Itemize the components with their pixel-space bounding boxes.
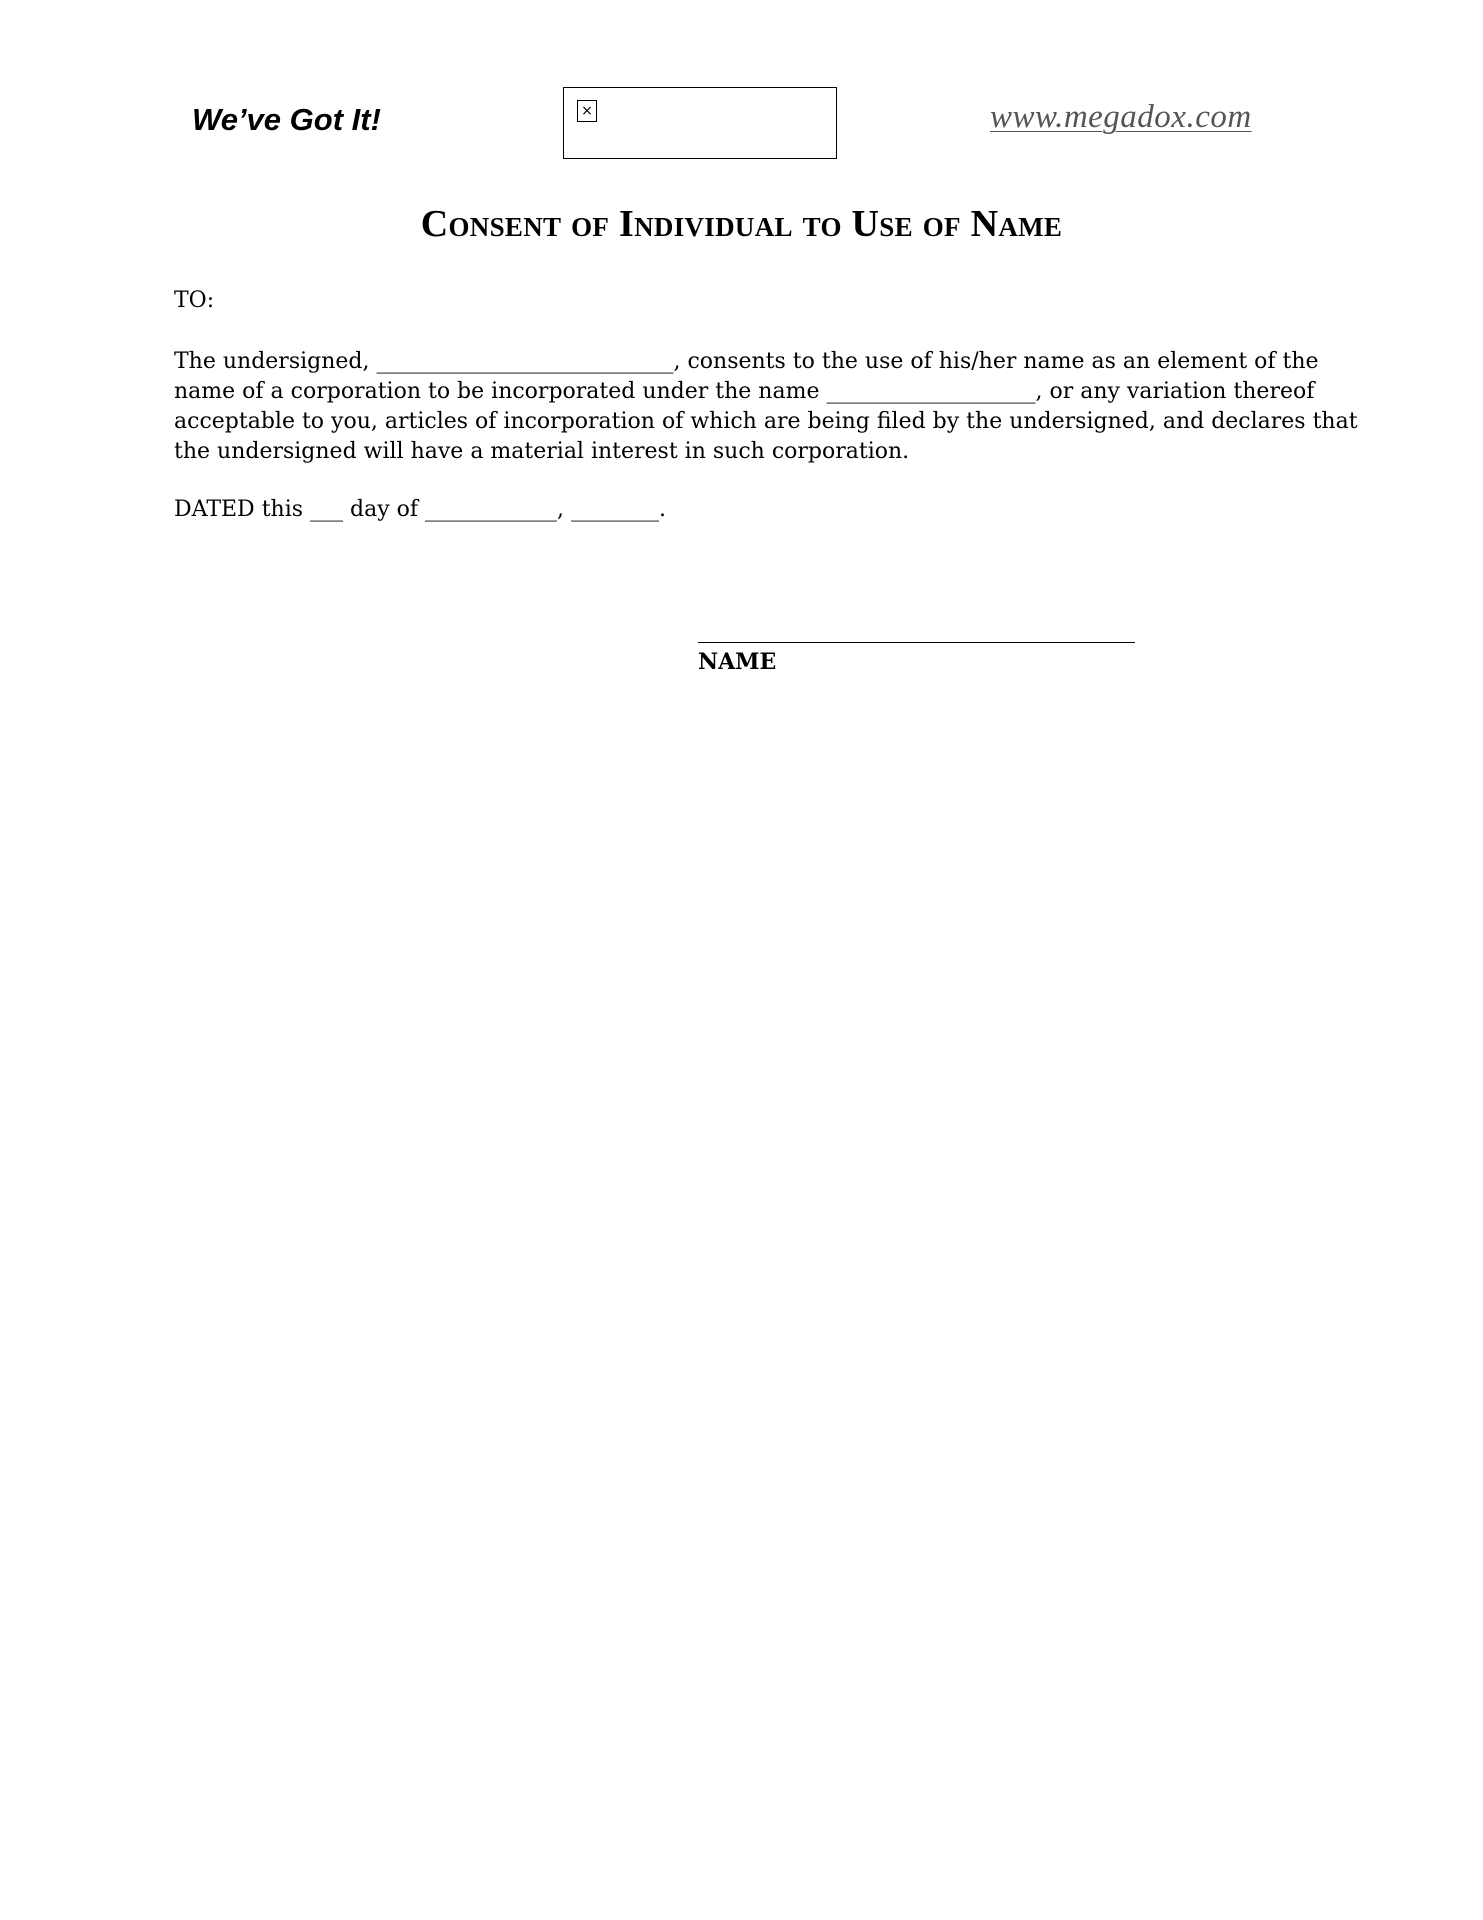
logo-placeholder (563, 87, 837, 159)
paragraph-line: the undersigned will have a material interest in such corporation. (174, 439, 910, 464)
site-url-link[interactable]: www.megadox.com (990, 99, 1252, 135)
dated-line: DATED this ___ day of ____________, ________. (174, 497, 666, 522)
paragraph-line: The undersigned, ___________________________, consents to the use of his/her name as an element of the (174, 349, 1319, 374)
signature-label: NAME (698, 649, 777, 675)
paragraph-line: name of a corporation to be incorporated under the name ___________________, or any variation thereof (174, 379, 1315, 404)
tagline: We’ve Got It! (192, 102, 381, 137)
broken-image-icon: × (577, 100, 597, 122)
paragraph-line: acceptable to you, articles of incorporation of which are being filed by the undersigned, and declares that (174, 409, 1358, 434)
document-title: Consent of Individual to Use of Name (420, 203, 1063, 245)
signature-line (698, 642, 1135, 643)
consent-paragraph (174, 347, 1358, 467)
to-label: TO: (174, 288, 215, 313)
